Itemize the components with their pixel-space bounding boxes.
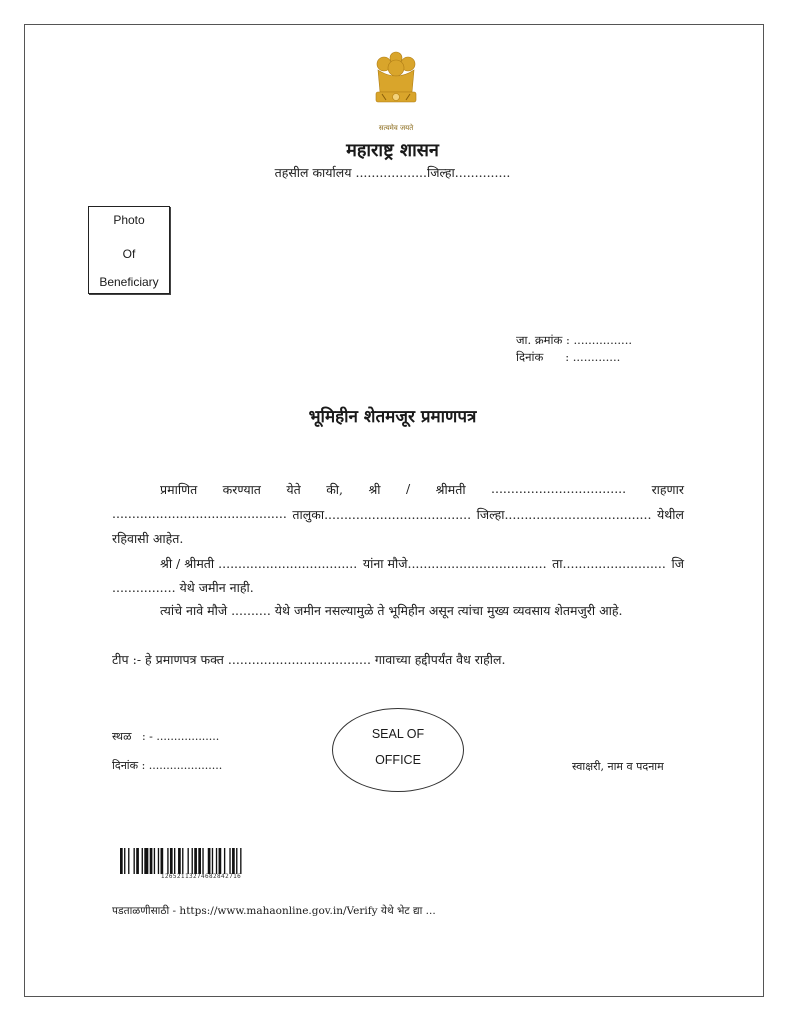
- barcode-bar: [134, 848, 135, 874]
- barcode-bar: [136, 848, 139, 874]
- word: ............................................: [112, 506, 287, 521]
- body-line-4: [160, 555, 684, 572]
- barcode-bar: [232, 848, 235, 874]
- word: श्री / श्रीमती ...................................: [160, 556, 358, 571]
- certificate-title: भूमिहीन शेतमजूर प्रमाणपत्र: [308, 407, 477, 427]
- photo-line-3: Beneficiary: [99, 275, 159, 289]
- barcode-bar: [219, 848, 222, 874]
- body-line-3: रहिवासी आहेत.: [112, 531, 184, 546]
- barcode-bar: [229, 848, 230, 874]
- word: जि: [671, 556, 684, 571]
- state-emblem-icon: [364, 48, 428, 126]
- validity-note: टीप :- हे प्रमाणपत्र फक्त .................................... गावाच्या हद्दीपर्यंत वैध राहील.: [112, 652, 506, 667]
- photo-line-2: Of: [122, 247, 136, 261]
- barcode-bar: [240, 848, 241, 874]
- body-line-6: त्यांचे नावे मौजे .......... येथे जमीन नसल्यामुळे ते भूमिहीन असून त्यांचा मुख्य व्यवसाय शेतमजुरी आहे.: [160, 603, 623, 618]
- barcode-bar: [167, 848, 168, 874]
- barcode-bar: [194, 848, 197, 874]
- barcode-bar: [154, 848, 155, 874]
- barcode-bar: [120, 848, 123, 874]
- body-line-1: [160, 481, 684, 498]
- barcode-bar: [128, 848, 129, 874]
- place-label: स्थळ : - ..................: [112, 730, 220, 743]
- office-line: तहसील कार्यालय ..................जिल्हा..............: [274, 165, 511, 180]
- barcode-bar: [236, 848, 237, 874]
- word: येते: [286, 482, 301, 497]
- word: ..................................: [491, 481, 627, 496]
- word: राहणार: [651, 482, 684, 497]
- barcode-bar: [202, 848, 203, 874]
- barcode-bar: [182, 848, 183, 874]
- barcode-bar: [216, 848, 217, 874]
- page-title: महाराष्ट्र शासन: [346, 140, 439, 161]
- seal-line-1: SEAL OF: [371, 727, 425, 741]
- barcode-number: 12652113274682842716: [160, 873, 242, 880]
- emblem-motto: सत्यमेव जयते: [378, 124, 414, 132]
- barcode-bar: [198, 848, 201, 874]
- word: येथील: [657, 507, 684, 522]
- word: श्री: [368, 482, 381, 497]
- word: यांना मौजे...................................: [362, 556, 547, 571]
- office-seal: [332, 708, 464, 792]
- seal-line-2: OFFICE: [375, 753, 421, 767]
- reference-date: दिनांक : .............: [516, 350, 621, 364]
- barcode-bar: [208, 848, 211, 874]
- word: जिल्हा.....................................: [476, 507, 652, 522]
- word: /: [405, 481, 411, 496]
- barcode-bar: [144, 848, 148, 874]
- verification-footer: पडताळणीसाठी - https://www.mahaonline.gov.in/Verify येथे भेट द्या ...: [112, 905, 436, 917]
- barcode-bar: [174, 848, 175, 874]
- signature-label: स्वाक्षरी, नाम व पदनाम: [572, 760, 664, 773]
- barcode-bar: [188, 848, 189, 874]
- body-line-2: [112, 506, 684, 523]
- barcode-bar: [170, 848, 173, 874]
- barcode-bar: [161, 848, 164, 874]
- barcode-bar: [212, 848, 213, 874]
- photo-of-beneficiary-box: [88, 206, 170, 294]
- word: की,: [326, 482, 344, 497]
- word: ता..........................: [552, 556, 666, 571]
- barcode-bar: [158, 848, 159, 874]
- barcode-bar: [224, 848, 225, 874]
- photo-line-1: Photo: [113, 213, 145, 227]
- word: करण्यात: [222, 482, 261, 497]
- barcode: [120, 848, 282, 874]
- word: प्रमाणित: [160, 482, 198, 497]
- reference-number: जा. क्रमांक : ................: [516, 333, 633, 347]
- body-line-5: ................ येथे जमीन नाही.: [112, 580, 254, 595]
- barcode-bar: [150, 848, 153, 874]
- barcode-bar: [192, 848, 193, 874]
- word: श्रीमती: [435, 482, 466, 497]
- barcode-bar: [124, 848, 125, 874]
- word: तालुका.....................................: [292, 507, 472, 522]
- barcode-bar: [178, 848, 181, 874]
- issue-date-label: दिनांक : .....................: [112, 759, 223, 772]
- barcode-bar: [142, 848, 143, 874]
